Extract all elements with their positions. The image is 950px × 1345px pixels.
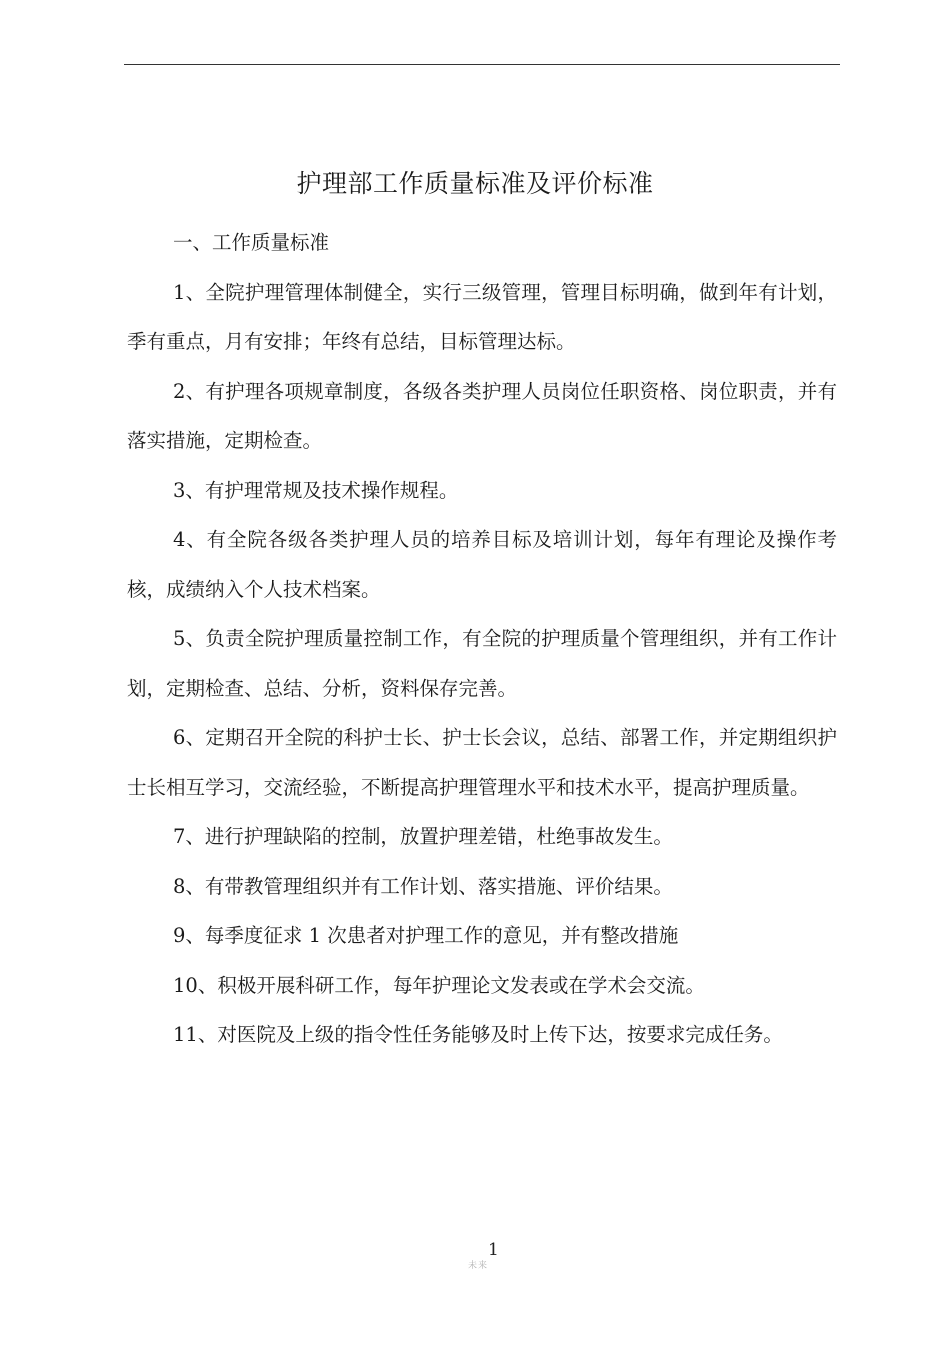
footer-watermark: 未来 [468, 1261, 489, 1271]
document-title: 护理部工作质量标准及评价标准 [296, 169, 654, 198]
paragraph: 9、每季度征求 1 次患者对护理工作的意见，并有整改措施 [173, 924, 679, 947]
paragraph: 3、有护理常规及技术操作规程。 [173, 478, 459, 502]
paragraph: 7、进行护理缺陷的控制，放置护理差错，杜绝事故发生。 [173, 825, 673, 848]
paragraph: 8、有带教管理组织并有工作计划、落实措施、评价结果。 [173, 874, 673, 898]
page-number: 1 [488, 1240, 499, 1260]
paragraph: 11、对医院及上级的指令性任务能够及时上传下达，按要求完成任务。 [173, 1023, 783, 1046]
section-heading: 一、工作质量标准 [173, 231, 330, 254]
document-body [127, 218, 837, 1060]
paragraph: 2、有护理各项规章制度，各级各类护理人员岗位任职资格、岗位职责，并有落实措施，定期检查。 [127, 379, 837, 452]
paragraph: 10、积极开展科研工作，每年护理论文发表或在学术会交流。 [173, 973, 705, 997]
page-footer [450, 1240, 510, 1270]
paragraph: 6、定期召开全院的科护士长、护士长会议，总结、部署工作，并定期组织护士长相互学习，交流经验，不断提高护理管理水平和技术水平，提高护理质量。 [127, 726, 837, 799]
header-rule [124, 64, 840, 65]
paragraph: 5、负责全院护理质量控制工作，有全院的护理质量个管理组织，并有工作计划，定期检查、总结、分析，资料保存完善。 [127, 627, 837, 700]
paragraph: 4、有全院各级各类护理人员的培养目标及培训计划，每年有理论及操作考核，成绩纳入个人技术档案。 [127, 528, 837, 601]
paragraph: 1、全院护理管理体制健全，实行三级管理，管理目标明确，做到年有计划，季有重点，月有安排；年终有总结，目标管理达标。 [127, 280, 837, 353]
